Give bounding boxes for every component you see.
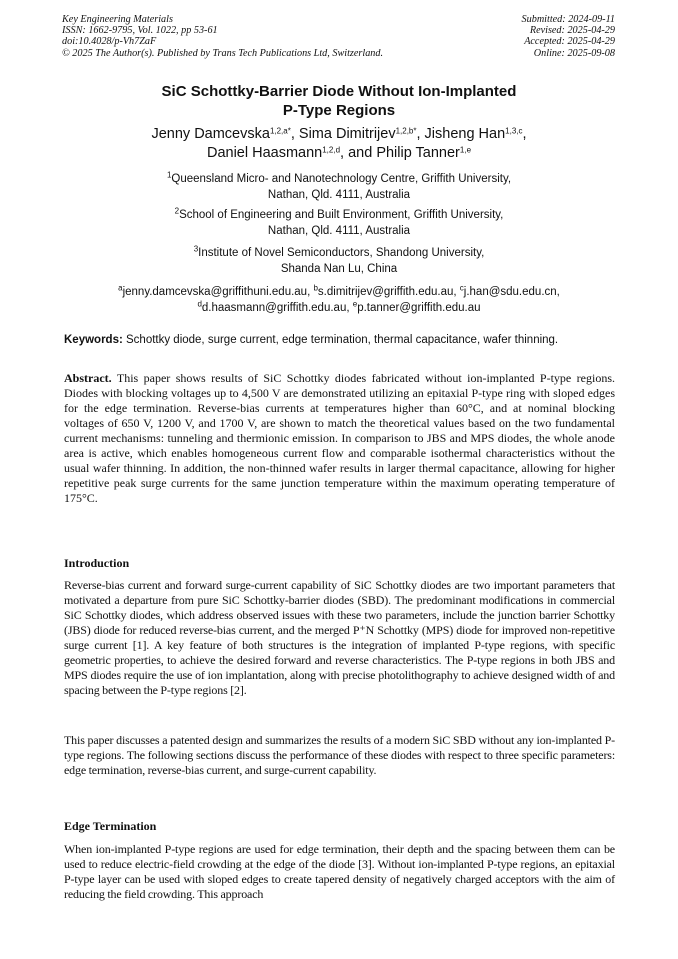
paper-title — [0, 82, 678, 120]
author-name: Jenny Damcevska — [151, 126, 270, 142]
paper-title-line-2: P-Type Regions — [282, 102, 396, 119]
email-address[interactable]: s.dimitrijev@griffith.edu.au — [317, 286, 454, 298]
affiliation-number: 1 — [166, 170, 172, 180]
keywords-text: Schottky diode, surge current, edge termination, thermal capacitance, wafer thinning. — [126, 334, 559, 346]
affiliation-number: 3 — [193, 244, 199, 254]
author-separator: , — [522, 126, 527, 142]
affiliation-3 — [0, 245, 678, 277]
journal-name: Key Engineering Materials — [62, 14, 173, 25]
email-sup: a — [118, 283, 123, 293]
edge-termination-paragraph-1: When ion-implanted P-type regions are used for edge termination, their depth and the spacing between them can be used to reduce electric-field crowding at the edge of the diode [3]. Without ion-implanted P-type regions, an epitaxial P-type layer can be used with sloped edges to create tapered density of negatively charged acceptors with the aim of reducing the field crowding. This approach — [64, 842, 615, 901]
author-affil-sup: 1,2,d — [322, 145, 341, 155]
affiliation-line: Queensland Micro- and Nanotechnology Centre, Griffith University, — [171, 173, 512, 185]
author-separator: , and — [340, 145, 377, 161]
email-sup: d — [197, 299, 202, 309]
author-list — [0, 125, 678, 163]
online-date: Online: 2025-09-08 — [533, 47, 615, 59]
email-sup: c — [459, 283, 464, 293]
affiliation-line: Institute of Novel Semiconductors, Shandong University, — [198, 247, 485, 259]
author-affil-sup: 1,2,b* — [395, 126, 417, 136]
email-sup: b — [313, 283, 318, 293]
paper-title-line-1: SiC Schottky-Barrier Diode Without Ion-Implanted — [161, 83, 517, 100]
affiliation-line: School of Engineering and Built Environment, Griffith University, — [179, 209, 504, 221]
journal-header-left — [62, 14, 383, 59]
accepted-date: Accepted: 2025-04-29 — [524, 36, 615, 48]
abstract-text: This paper shows results of SiC Schottky diodes fabricated without ion-implanted P-type regions. Diodes with blocking voltages up to 4,500 V are demonstrated utilizing an epitaxial P-type ring with sloped edges for the edge termination. Reverse-bias currents at temperatures higher than 60°C, and at nominal blocking voltages of 650 V, 1200 V, and 1700 V, are shown to match the theoretical values based on the two fundamental current mechanisms: tunneling and thermionic emission. In comparison to JBS and MPS diodes, the whole anode area is active, which enables homogeneous current flow and comparable isothermal characteristics without the usual wafer thinning. In addition, the non-thinned wafer results in larger thermal capacitance, allowing for higher repetitive peak surge currents for the same junction temperature within the maximum operating temperature of 175°C. — [64, 371, 615, 505]
journal-doi: doi:10.4028/p-Vh7ZaF — [62, 36, 157, 48]
author-name: Philip Tanner — [376, 145, 460, 161]
introduction-paragraph-2: This paper discusses a patented design and summarizes the results of a modern SiC SBD without any ion-implanted P-type regions. The following sections discuss the performance of these diodes with respect to three specific parameters: edge termination, reverse-bias current, and surge-current capability. — [64, 733, 615, 777]
author-affil-sup: 1,e — [459, 145, 472, 155]
author-separator: , — [290, 126, 299, 142]
affiliation-line: Shanda Nan Lu, China — [280, 263, 398, 275]
abstract — [64, 371, 615, 506]
email-address[interactable]: d.haasmann@griffith.edu.au — [201, 302, 347, 314]
author-name: Sima Dimitrijev — [298, 126, 396, 142]
submitted-date: Submitted: 2024-09-11 — [521, 14, 615, 25]
author-emails: $^a$jenny.damcevska@griffithuni.edu.au, $^b$s.dimitrijev@griffith.edu.au, $^c$j.han@sdu.edu.cn, $^d$d.haasmann@griffith.edu.au, $^e$p.tanner@griffith.edu.au — [118, 283, 560, 314]
journal-header-right — [522, 14, 615, 59]
keywords-label: Keywords: — [64, 334, 123, 346]
abstract-label: Abstract. — [64, 371, 112, 385]
affiliation-number: 2 — [174, 206, 180, 216]
introduction-paragraph-1: Reverse-bias current and forward surge-current capability of SiC Schottky diodes are two important parameters that motivated a departure from pure SiC Schottky-barrier diodes (SBD). The predominant modifications in commercial SiC Schottky diodes, which address observed issues with these two parameters, include the junction barrier Schottky (JBS) diode for reduced reverse-bias current, and the merged P⁺N Schottky (MPS) diode for improved non-repetitive surge current [1]. A key feature of both structures is the integration of implanted P-type regions, with specific geometric properties, to achieve the desired forward and reverse characteristics. The P-type regions in both JBS and MPS diodes require the use of ion implantation, along with precise photolithography to achieve designed width of and spacing between the P-type regions [2]. — [64, 578, 615, 697]
section-heading-introduction: Introduction — [64, 556, 130, 570]
revised-date: Revised: 2025-04-29 — [529, 25, 615, 37]
journal-issn: ISSN: 1662-9795, Vol. 1022, pp 53-61 — [62, 25, 218, 37]
keywords — [64, 333, 624, 348]
section-heading-edge-termination: Edge Termination — [64, 819, 157, 833]
affiliation-line: Nathan, Qld. 4111, Australia — [267, 189, 411, 201]
author-name: Jisheng Han — [424, 126, 506, 142]
author-affil-sup: 1,3,c — [505, 126, 523, 136]
author-affil-sup: 1,2,a* — [269, 126, 291, 136]
email-address[interactable]: p.tanner@griffith.edu.au — [357, 302, 481, 314]
copyright-line: © 2025 The Author(s). Published by Trans Tech Publications Ltd, Switzerland. — [62, 47, 384, 59]
affiliation-line: Nathan, Qld. 4111, Australia — [267, 225, 411, 237]
author-name: Daniel Haasmann — [206, 145, 323, 161]
email-sup: e — [352, 299, 358, 309]
affiliation-1 — [0, 171, 678, 203]
affiliation-2 — [0, 207, 678, 239]
email-address[interactable]: j.han@sdu.edu.cn — [463, 286, 557, 298]
author-separator: , — [416, 126, 425, 142]
email-address[interactable]: jenny.damcevska@griffithuni.edu.au — [122, 286, 308, 298]
